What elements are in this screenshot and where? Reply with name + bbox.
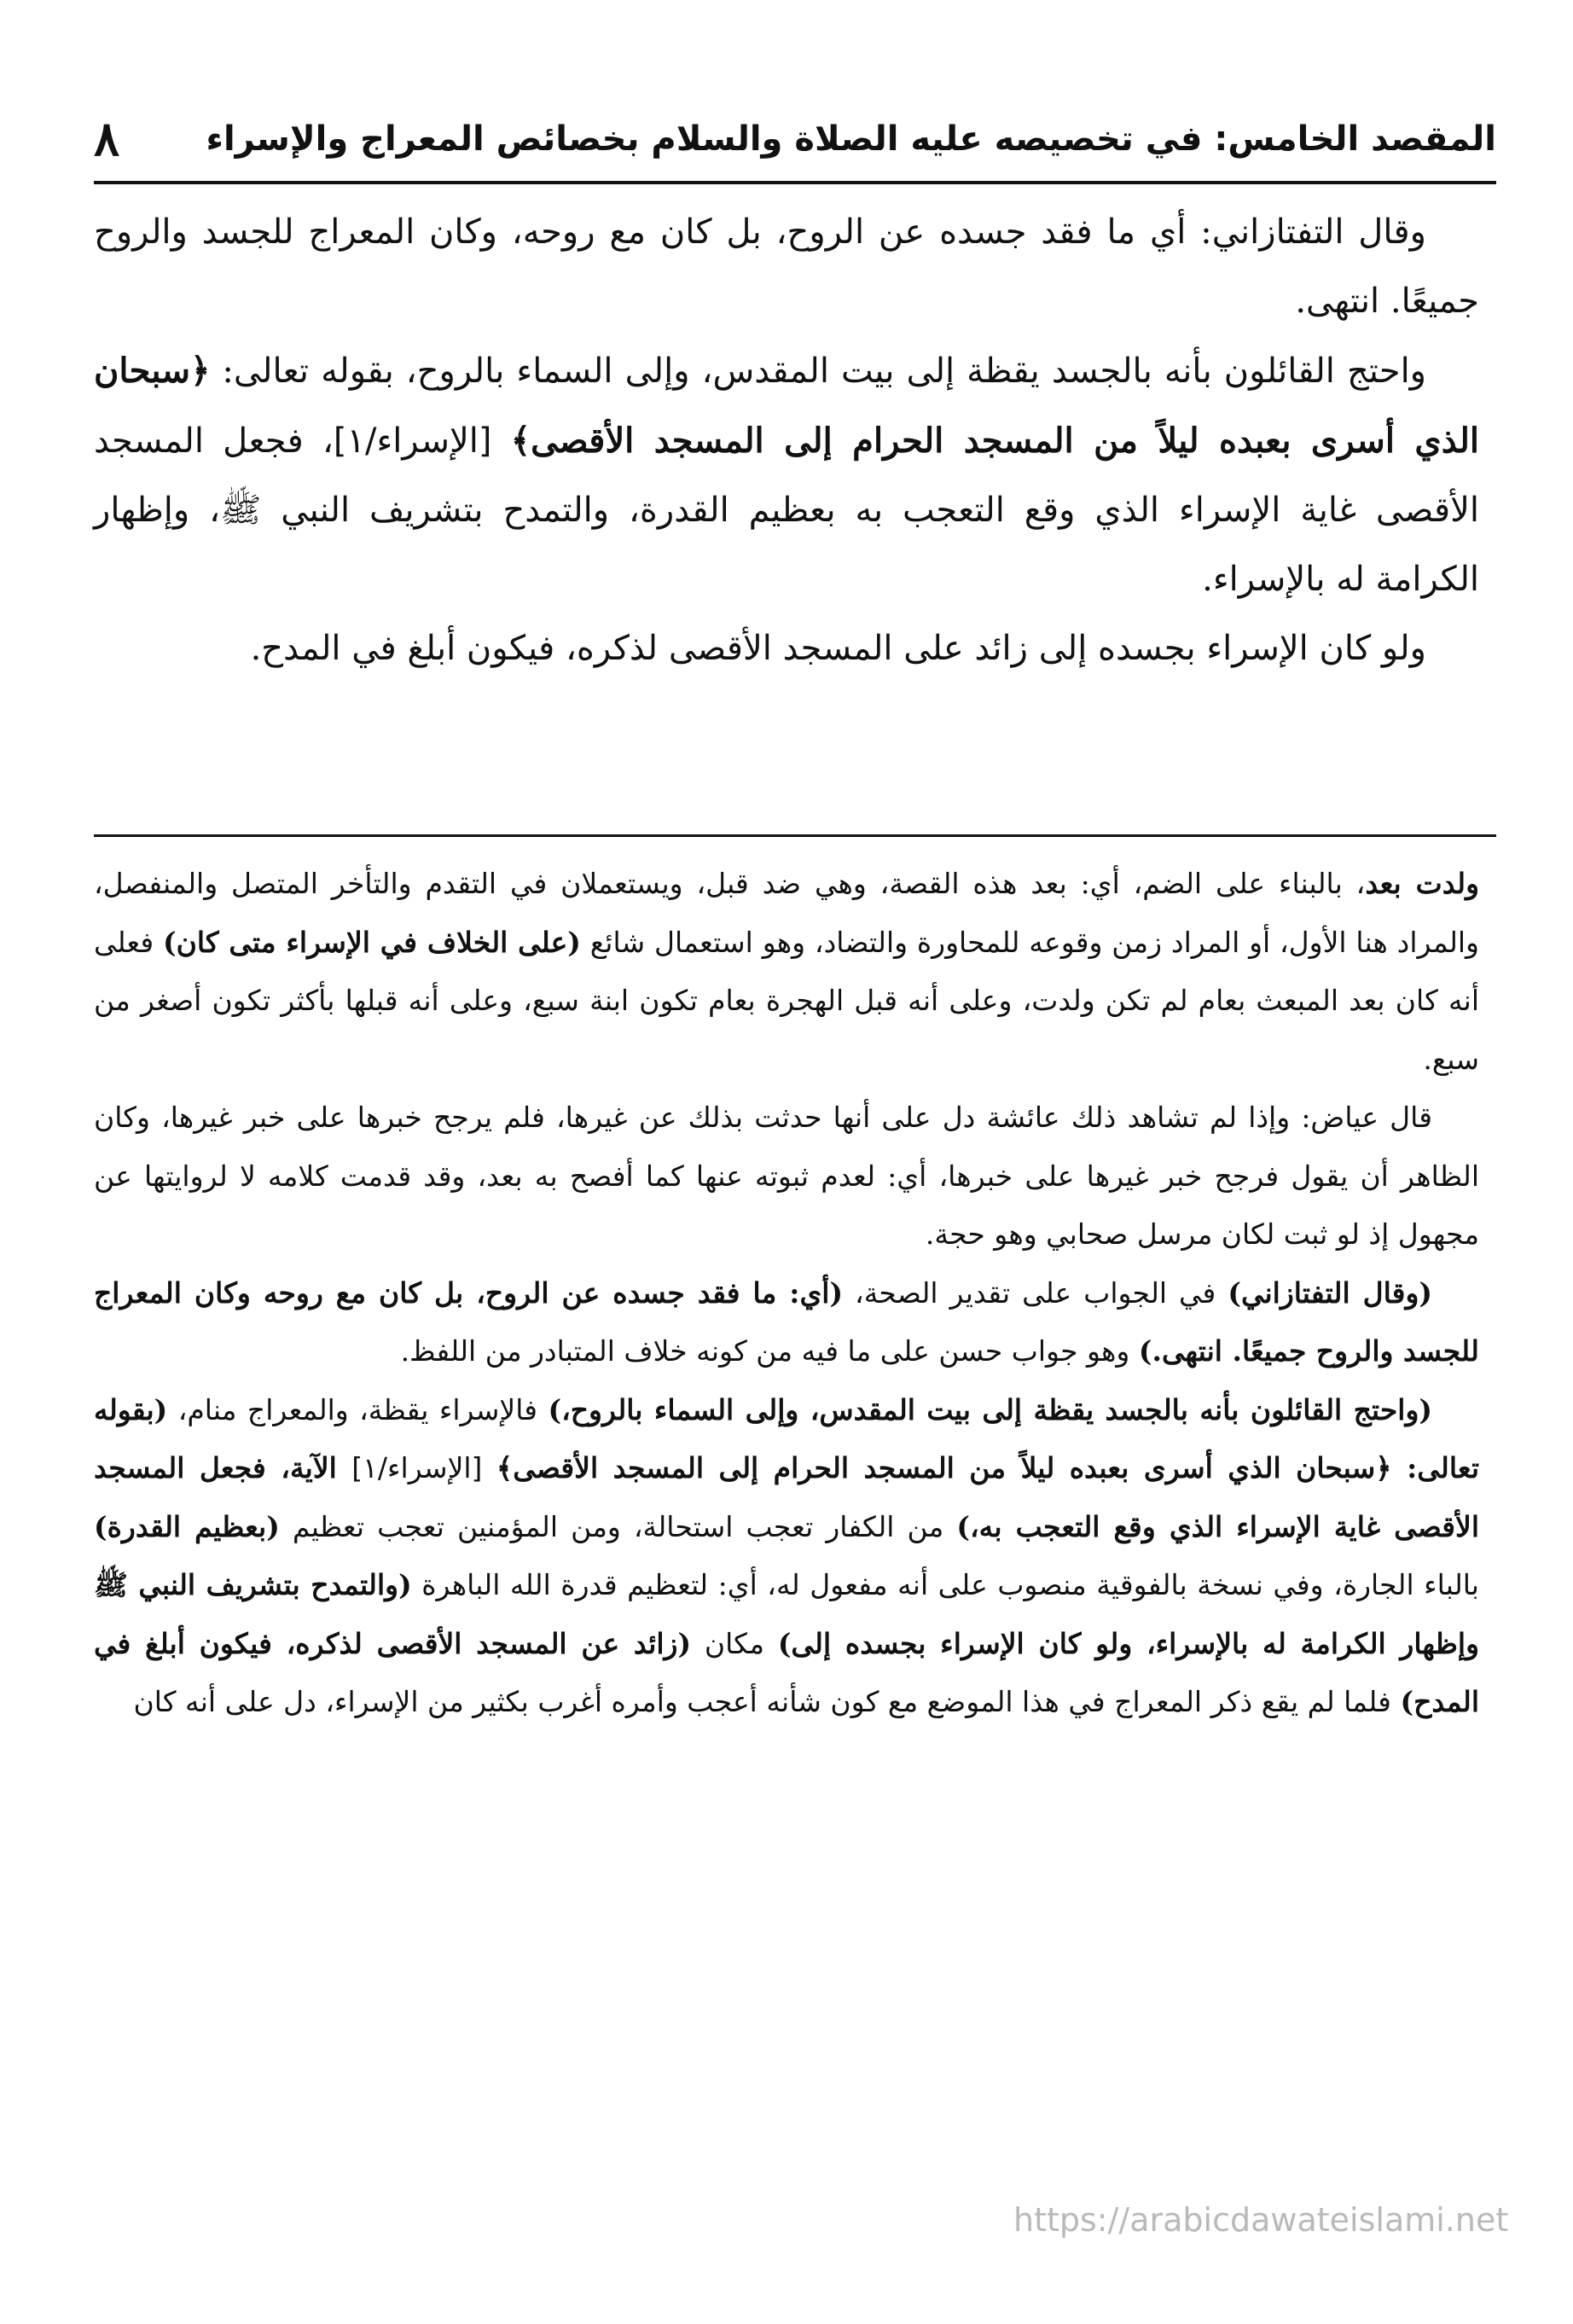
main-paragraph-2 bbox=[94, 336, 1479, 614]
commentary-term: (واحتج القائلون بأنه بالجسد يقظة إلى بيت المقدس، وإلى السماء بالروح،) bbox=[548, 1392, 1433, 1426]
main-paragraph-2-intro: واحتج القائلون بأنه بالجسد يقظة إلى بيت المقدس، وإلى السماء بالروح، بقوله تعالى: bbox=[210, 352, 1426, 391]
commentary-quote: الآية، فجعل المسجد الأقصى غاية الإسراء الذي وقع التعجب به،) bbox=[94, 1451, 1479, 1543]
commentary-quote: (زائد عن المسجد الأقصى لذكره، فيكون أبلغ في المدح) bbox=[94, 1626, 1479, 1718]
commentary-term: (وقال التفتازاني) bbox=[1228, 1275, 1432, 1310]
verse-reference: [الإسراء/١] bbox=[351, 1451, 496, 1484]
commentary-paragraph-2 bbox=[94, 1089, 1479, 1264]
commentary-quote: (على الخلاف في الإسراء متى كان) bbox=[162, 925, 581, 959]
main-paragraph-2-rest: ، فجعل المسجد الأقصى غاية الإسراء الذي وقع التعجب به بعظيم القدرة، والتمدح بتشريف النبي ﷺ، وإظهار الكرامة له بالإسراء. bbox=[94, 421, 1479, 599]
watermark-url: https://arabicdawateislami.net bbox=[1013, 2201, 1509, 2239]
page-header bbox=[94, 101, 1496, 177]
commentary-quote: (بعظيم القدرة) bbox=[94, 1509, 280, 1543]
commentary-text-span: ، بالبناء على الضم، أي: بعد هذه القصة، وهي ضد قبل، ويستعملان في التقدم والتأخر المتصل والمنفصل، والمراد هنا الأول، أو المراد زمن وقوعه للمحاورة والتضاد، وهو استعمال شائع bbox=[94, 867, 1479, 959]
commentary-text-span: قال عياض: وإذا لم تشاهد ذلك عائشة دل على أنها حدثت بذلك عن غيرها، فلم يرجح خبرها على خبر غيرها، وكان الظاهر أن يقول فرجح خبر غيرها على خبرها، أي: لعدم ثبوته عنها كما أفصح به بعد، وقد قدمت كلامه لا لروايتها عن مجهول إذ لو ثبت لكان مرسل صحابي وهو حجة. bbox=[94, 1101, 1479, 1251]
commentary-text-span: بالباء الجارة، وفي نسخة بالفوقية منصوب على أنه مفعول له، أي: لتعظيم قدرة الله الباهرة bbox=[411, 1568, 1479, 1601]
main-text bbox=[94, 198, 1479, 683]
commentary-paragraph-1 bbox=[94, 855, 1479, 1089]
commentary-quote: (أي: ما فقد جسده عن الروح، بل كان مع روحه وكان المعراج للجسد والروح جميعًا. انتهى.) bbox=[94, 1275, 1479, 1368]
commentary-text-span: فعلى أنه كان بعد المبعث بعام لم تكن ولدت، وعلى أنه قبل الهجرة بعام تكون ابنة سبع، وعلى أنه قبلها بأكثر تكون أصغر من سبع. bbox=[94, 925, 1479, 1076]
page-number: ٨ bbox=[94, 111, 120, 167]
commentary-text-span: مكان bbox=[691, 1626, 778, 1660]
commentary-separator bbox=[94, 834, 1496, 837]
main-paragraph-3-text: ولو كان الإسراء بجسده إلى زائد على المسجد الأقصى لذكره، فيكون أبلغ في المدح. bbox=[250, 629, 1426, 668]
verse-reference: [الإسراء/١] bbox=[333, 421, 511, 461]
commentary-text-span: من الكفار تعجب استحالة، ومن المؤمنين تعجب تعظيم bbox=[279, 1509, 957, 1543]
commentary-term: ولدت بعد bbox=[1365, 867, 1480, 900]
commentary-paragraph-3 bbox=[94, 1264, 1479, 1381]
commentary-quote: (بقوله تعالى: ﴿سبحان الذي أسرى بعبده ليلاً من المسجد الحرام إلى المسجد الأقصى﴾ bbox=[94, 1392, 1480, 1484]
commentary-text-span: فالإسراء يقظة، والمعراج منام، bbox=[167, 1392, 549, 1426]
commentary-quote: (والتمدح بتشريف النبي ﷺ وإظهار الكرامة له بالإسراء، ولو كان الإسراء بجسده إلى) bbox=[94, 1568, 1480, 1660]
commentary-text-span: وهو جواب حسن على ما فيه من كونه خلاف المتبادر من اللفظ. bbox=[400, 1334, 1139, 1368]
commentary-text-span: في الجواب على تقدير الصحة، bbox=[843, 1275, 1228, 1310]
commentary-paragraph-4 bbox=[94, 1381, 1479, 1732]
main-paragraph-1 bbox=[94, 198, 1479, 336]
quran-verse: ﴿سبحان الذي أسرى بعبده ليلاً من المسجد الحرام إلى المسجد الأقصى﴾ bbox=[94, 351, 1479, 461]
header-rule bbox=[94, 181, 1496, 184]
commentary-text bbox=[94, 855, 1479, 1732]
commentary-text-span: فلما لم يقع ذكر المعراج في هذا الموضع مع كون شأنه أعجب وأمره أغرب بكثير من الإسراء، دل على أنه كان bbox=[133, 1685, 1401, 1718]
main-paragraph-1-text: وقال التفتازاني: أي ما فقد جسده عن الروح، بل كان مع روحه، وكان المعراج للجسد والروح جميعًا. انتهى. bbox=[94, 212, 1479, 321]
running-title: المقصد الخامس: في تخصيصه عليه الصلاة والسلام بخصائص المعراج والإسراء bbox=[206, 119, 1496, 159]
main-paragraph-3 bbox=[94, 614, 1479, 683]
